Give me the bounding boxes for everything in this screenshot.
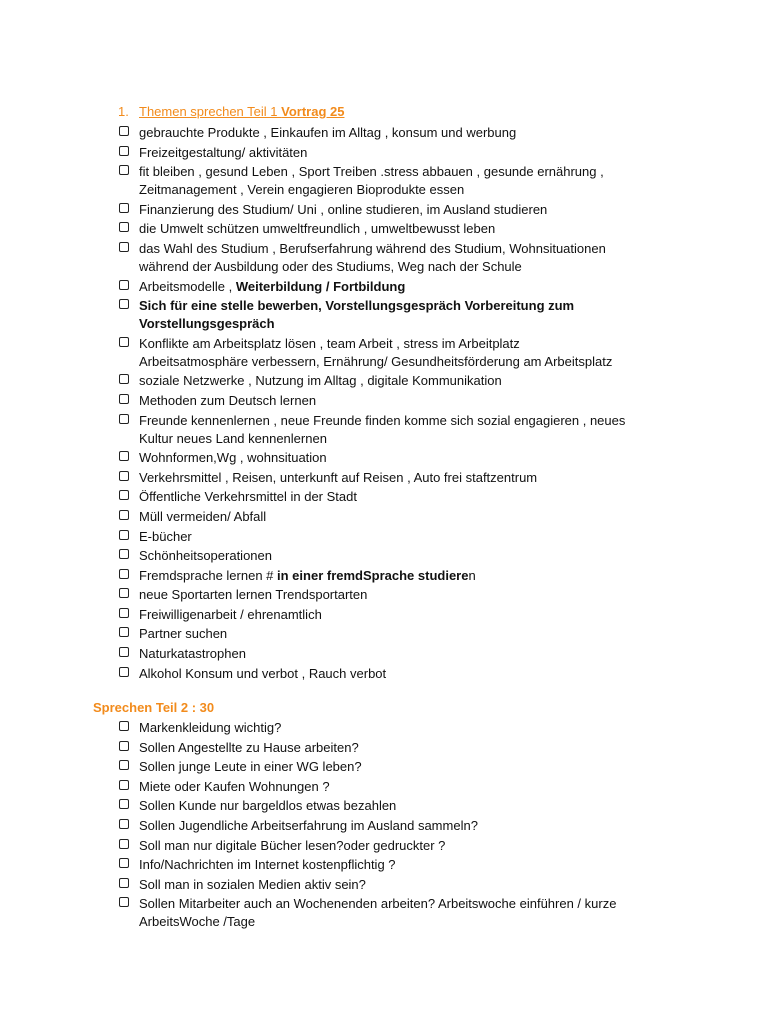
item-text-plain: Fremdsprache lernen # — [139, 567, 278, 583]
checkbox-icon[interactable] — [119, 394, 129, 404]
item-line: Methoden zum Deutsch lernen — [139, 392, 317, 408]
item-text — [139, 895, 678, 931]
item-text-plain: Arbeitsmodelle , — [139, 278, 236, 294]
item-text — [139, 876, 678, 894]
checkbox-icon[interactable] — [119, 510, 129, 520]
item-line: Sollen junge Leute in einer WG leben? — [139, 759, 362, 775]
checklist-item — [118, 240, 678, 276]
checkbox-icon[interactable] — [119, 569, 129, 579]
item-line: neue Sportarten lernen Trendsportarten — [139, 587, 368, 603]
item-text — [139, 856, 678, 874]
checklist-item — [118, 567, 678, 585]
item-text — [139, 469, 678, 487]
item-text — [139, 508, 678, 526]
item-line: Wohnformen,Wg , wohnsituation — [139, 450, 327, 466]
item-line: Info/Nachrichten im Internet kostenpflichtig ? — [139, 857, 396, 873]
checkbox-icon[interactable] — [119, 819, 129, 829]
item-text-bold: Weiterbildung / Fortbildung — [235, 278, 406, 294]
checklist-item — [118, 278, 678, 296]
checklist-item — [118, 124, 678, 142]
item-text — [139, 240, 678, 276]
section1-title[interactable] — [139, 104, 344, 119]
checklist-item — [118, 665, 678, 683]
section2-checklist — [118, 719, 678, 933]
checklist-item — [118, 335, 678, 371]
item-line: Freiwilligenarbeit / ehrenamtlich — [139, 606, 322, 622]
item-line: Naturkatastrophen — [139, 646, 246, 662]
checkbox-icon[interactable] — [119, 414, 129, 424]
checkbox-icon[interactable] — [119, 897, 129, 907]
checklist-item — [118, 778, 678, 796]
checklist-item — [118, 528, 678, 546]
item-line: Freizeitgestaltung/ aktivitäten — [139, 144, 308, 160]
item-text — [139, 335, 678, 371]
section1-checklist — [118, 124, 678, 684]
item-line: ArbeitsWoche /Tage — [139, 914, 256, 930]
item-text — [139, 412, 678, 448]
checkbox-icon[interactable] — [119, 647, 129, 657]
item-text — [139, 392, 678, 410]
checkbox-icon[interactable] — [119, 126, 129, 136]
item-line — [139, 278, 678, 296]
item-text — [139, 449, 678, 467]
item-line: Partner suchen — [139, 626, 228, 642]
item-line: gebrauchte Produkte , Einkaufen im Alltag , konsum und werbung — [139, 125, 517, 140]
checkbox-icon[interactable] — [119, 146, 129, 156]
item-text — [139, 297, 678, 333]
item-text — [139, 665, 678, 683]
checklist-item — [118, 163, 678, 199]
checkbox-icon[interactable] — [119, 878, 129, 888]
checklist-item — [118, 758, 678, 776]
checkbox-icon[interactable] — [119, 608, 129, 618]
checklist-item — [118, 144, 678, 162]
checkbox-icon[interactable] — [119, 780, 129, 790]
item-line: soziale Netzwerke , Nutzung im Alltag , digitale Kommunikation — [139, 373, 502, 389]
item-text — [139, 625, 678, 643]
item-text — [139, 372, 678, 390]
item-line: Soll man in sozialen Medien aktiv sein? — [139, 876, 366, 892]
item-text — [139, 586, 678, 604]
item-text — [139, 739, 678, 757]
item-text-bold: in einer fremdSprache studiere — [277, 567, 469, 583]
item-text — [139, 567, 678, 585]
section1-number: 1. — [118, 104, 129, 119]
checklist-item — [118, 739, 678, 757]
item-text — [139, 817, 678, 835]
checklist-item — [118, 837, 678, 855]
item-line: das Wahl des Studium , Berufserfahrung während des Studium, Wohnsituationen — [139, 240, 606, 256]
item-line: fit bleiben , gesund Leben , Sport Treiben .stress abbauen , gesunde ernährung , — [139, 164, 604, 180]
checklist-item — [118, 508, 678, 526]
item-line: Alkohol Konsum und verbot , Rauch verbot — [139, 665, 387, 681]
item-text — [139, 528, 678, 546]
item-line-bold: Sich für eine stelle bewerben, Vorstellungsgespräch Vorbereitung zum — [139, 298, 575, 314]
checkbox-icon[interactable] — [119, 337, 129, 347]
section1-heading — [118, 103, 344, 121]
item-line: Sollen Mitarbeiter auch an Wochenenden arbeiten? Arbeitswoche einführen / kurze — [139, 896, 617, 912]
checkbox-icon[interactable] — [119, 588, 129, 598]
checkbox-icon[interactable] — [119, 203, 129, 213]
checkbox-icon[interactable] — [119, 222, 129, 232]
item-line: während der Ausbildung oder des Studiums, Weg nach der Schule — [139, 258, 522, 274]
checklist-item — [118, 895, 678, 931]
item-line: Zeitmanagement , Verein engagieren Bioprodukte essen — [139, 182, 465, 198]
item-line: Kultur neues Land kennenlernen — [139, 430, 327, 446]
checklist-item — [118, 586, 678, 604]
item-text-suffix: n — [468, 567, 476, 583]
checkbox-icon[interactable] — [119, 760, 129, 770]
item-line: Miete oder Kaufen Wohnungen ? — [139, 778, 330, 794]
checklist-item — [118, 412, 678, 448]
item-line: Soll man nur digitale Bücher lesen?oder gedruckter ? — [139, 837, 446, 853]
checklist-item — [118, 469, 678, 487]
checkbox-icon[interactable] — [119, 721, 129, 731]
checkbox-icon[interactable] — [119, 165, 129, 175]
checkbox-icon[interactable] — [119, 299, 129, 309]
item-line: Arbeitsatmosphäre verbessern, Ernährung/ Gesundheitsförderung am Arbeitsplatz — [139, 353, 613, 369]
checkbox-icon[interactable] — [119, 858, 129, 868]
checklist-item — [118, 372, 678, 390]
item-line: Konflikte am Arbeitsplatz lösen , team Arbeit , stress im Arbeitplatz — [139, 335, 520, 351]
checklist-item — [118, 606, 678, 624]
checklist-item — [118, 797, 678, 815]
checkbox-icon[interactable] — [119, 280, 129, 290]
checkbox-icon[interactable] — [119, 471, 129, 481]
item-line — [139, 567, 678, 585]
checkbox-icon[interactable] — [119, 374, 129, 384]
checklist-item — [118, 719, 678, 737]
item-text — [139, 488, 678, 506]
item-text — [139, 837, 678, 855]
item-line: Schönheitsoperationen — [139, 548, 272, 564]
checkbox-icon[interactable] — [119, 242, 129, 252]
section1-title-plain: Themen sprechen Teil 1 — [139, 104, 282, 119]
item-text — [139, 606, 678, 624]
item-line: Markenkleidung wichtig? — [139, 720, 282, 735]
item-text — [139, 144, 678, 162]
checklist-item — [118, 876, 678, 894]
checkbox-icon[interactable] — [119, 839, 129, 849]
item-line: Öffentliche Verkehrsmittel in der Stadt — [139, 489, 357, 505]
checklist-item — [118, 547, 678, 565]
checkbox-icon[interactable] — [119, 530, 129, 540]
item-line: Sollen Kunde nur bargeldlos etwas bezahlen — [139, 798, 397, 814]
checklist-item — [118, 392, 678, 410]
item-text — [139, 278, 678, 296]
checklist-item — [118, 856, 678, 874]
item-line: Sollen Jugendliche Arbeitserfahrung im Ausland sammeln? — [139, 817, 478, 833]
item-line: Verkehrsmittel , Reisen, unterkunft auf Reisen , Auto frei staftzentrum — [139, 469, 538, 485]
checklist-item — [118, 201, 678, 219]
item-line: Müll vermeiden/ Abfall — [139, 508, 267, 524]
item-text — [139, 778, 678, 796]
checklist-item — [118, 817, 678, 835]
item-line: Sollen Angestellte zu Hause arbeiten? — [139, 739, 359, 755]
checkbox-icon[interactable] — [119, 799, 129, 809]
item-text — [139, 547, 678, 565]
item-text — [139, 758, 678, 776]
item-line: die Umwelt schützen umweltfreundlich , umweltbewusst leben — [139, 221, 496, 237]
checkbox-icon[interactable] — [119, 667, 129, 677]
checkbox-icon[interactable] — [119, 549, 129, 559]
section1-title-bold: Vortrag 25 — [281, 104, 345, 119]
checklist-item — [118, 645, 678, 663]
item-line: Finanzierung des Studium/ Uni , online studieren, im Ausland studieren — [139, 201, 548, 217]
checkbox-icon[interactable] — [119, 741, 129, 751]
checklist-item — [118, 488, 678, 506]
item-text — [139, 163, 678, 199]
item-line-bold: Vorstellungsgespräch — [139, 316, 275, 332]
item-text — [139, 220, 678, 238]
section2-heading: Sprechen Teil 2 : 30 — [93, 700, 215, 715]
checkbox-icon[interactable] — [119, 627, 129, 637]
checklist-item — [118, 220, 678, 238]
checklist-item — [118, 297, 678, 333]
item-text — [139, 645, 678, 663]
item-line: Freunde kennenlernen , neue Freunde finden komme sich sozial engagieren , neues — [139, 412, 626, 428]
item-line: E-bücher — [139, 528, 192, 544]
checkbox-icon[interactable] — [119, 490, 129, 500]
item-text — [139, 201, 678, 219]
item-text — [139, 124, 678, 142]
item-text — [139, 719, 678, 737]
checklist-item — [118, 449, 678, 467]
item-text — [139, 797, 678, 815]
checkbox-icon[interactable] — [119, 451, 129, 461]
checklist-item — [118, 625, 678, 643]
